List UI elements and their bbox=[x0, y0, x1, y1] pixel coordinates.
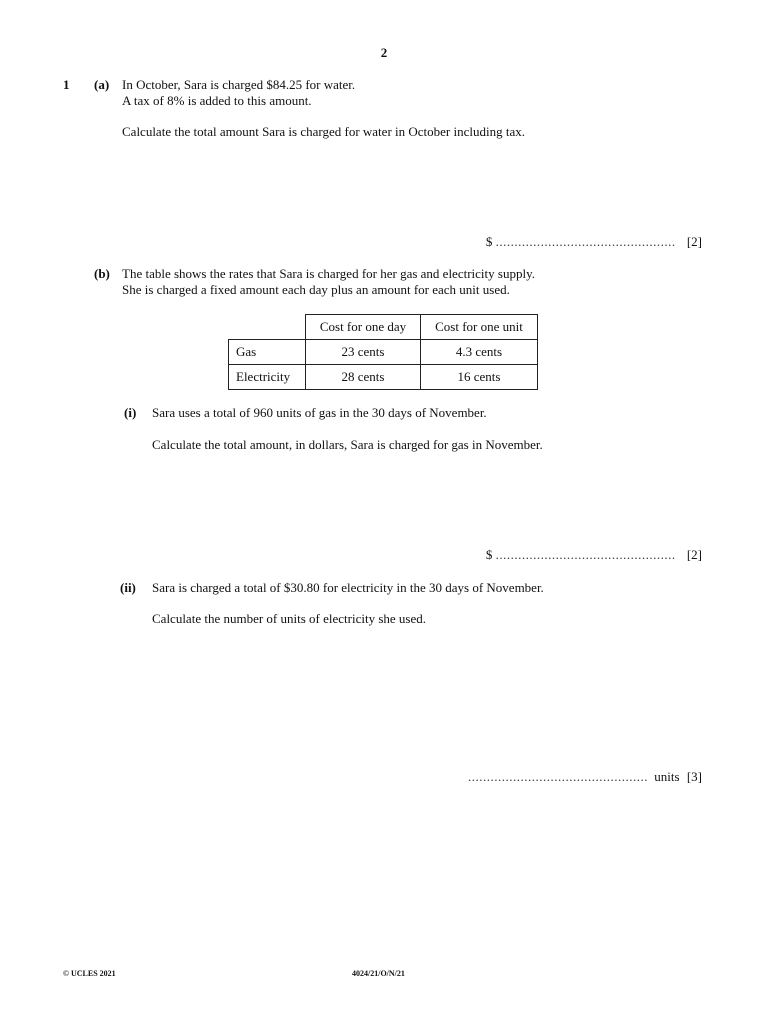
table-cell: 23 cents bbox=[306, 340, 421, 365]
part-a-instruction: Calculate the total amount Sara is charged for water in October including tax. bbox=[122, 124, 525, 139]
answer-line-b-ii[interactable] bbox=[468, 769, 702, 785]
table-corner-cell bbox=[229, 315, 306, 340]
part-a-line1: In October, Sara is charged $84.25 for water. bbox=[122, 77, 356, 92]
part-b-ii-instruction: Calculate the number of units of electricity she used. bbox=[152, 611, 426, 626]
table-cell: 28 cents bbox=[306, 365, 421, 390]
question-number: 1 bbox=[63, 77, 70, 92]
answer-prefix: $ bbox=[485, 234, 493, 249]
marks: [3] bbox=[686, 769, 702, 784]
part-b-ii-label: (ii) bbox=[120, 580, 136, 595]
table-cell: 4.3 cents bbox=[421, 340, 538, 365]
answer-line-b-i[interactable] bbox=[486, 547, 702, 563]
part-b-label: (b) bbox=[94, 266, 110, 281]
answer-dots: ................................................ bbox=[468, 769, 649, 784]
answer-prefix: $ bbox=[485, 547, 493, 562]
table-header-row bbox=[229, 315, 538, 340]
table-row bbox=[229, 340, 538, 365]
footer-code: 4024/21/O/N/21 bbox=[352, 969, 405, 978]
marks: [2] bbox=[686, 547, 702, 562]
part-a-label: (a) bbox=[94, 77, 110, 92]
answer-line-a[interactable] bbox=[486, 234, 702, 250]
table-cell: 16 cents bbox=[421, 365, 538, 390]
row-label: Electricity bbox=[229, 365, 306, 390]
rates-table bbox=[228, 314, 538, 390]
row-label: Gas bbox=[229, 340, 306, 365]
answer-suffix: units bbox=[654, 769, 680, 784]
part-b-ii-line1: Sara is charged a total of $30.80 for electricity in the 30 days of November. bbox=[152, 580, 544, 595]
answer-dots: ................................................ bbox=[495, 234, 676, 249]
part-b-line2: She is charged a fixed amount each day plus an amount for each unit used. bbox=[122, 282, 510, 297]
marks: [2] bbox=[686, 234, 702, 249]
part-b-i-label: (i) bbox=[124, 405, 137, 420]
part-b-i-instruction: Calculate the total amount, in dollars, Sara is charged for gas in November. bbox=[152, 437, 543, 452]
table-header: Cost for one unit bbox=[421, 315, 538, 340]
table-header: Cost for one day bbox=[306, 315, 421, 340]
answer-dots: ................................................ bbox=[495, 547, 676, 562]
part-b-i-line1: Sara uses a total of 960 units of gas in the 30 days of November. bbox=[152, 405, 487, 420]
part-b-line1: The table shows the rates that Sara is charged for her gas and electricity supply. bbox=[122, 266, 535, 281]
table-row bbox=[229, 365, 538, 390]
page-number: 2 bbox=[380, 45, 388, 60]
footer-copyright: © UCLES 2021 bbox=[63, 969, 116, 978]
part-a-line2: A tax of 8% is added to this amount. bbox=[122, 93, 312, 108]
